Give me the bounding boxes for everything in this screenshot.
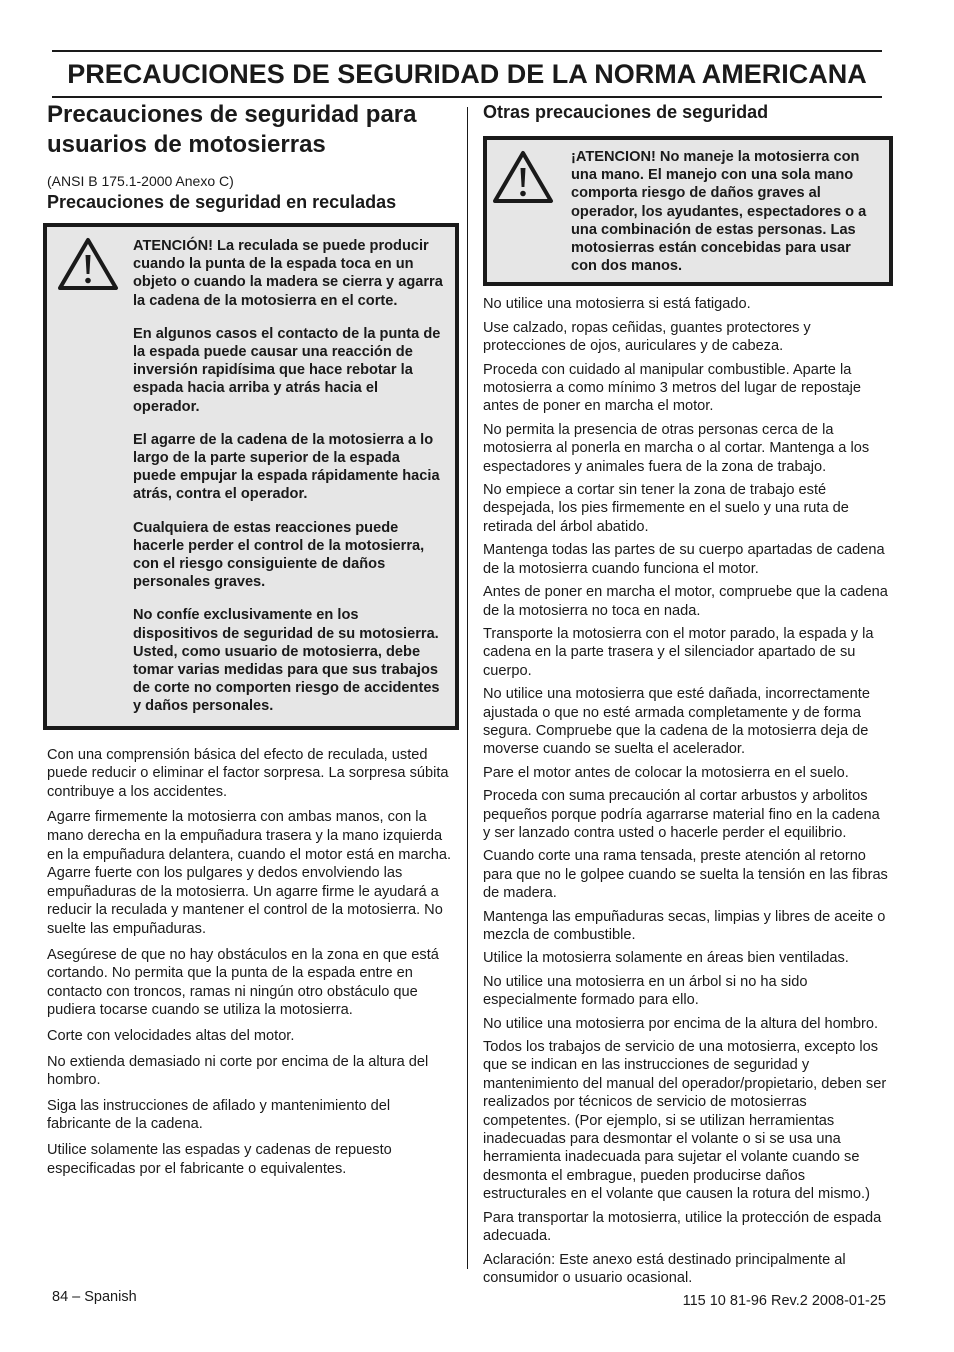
page-number: 84 – Spanish bbox=[52, 1289, 137, 1305]
body-paragraph: Siga las instrucciones de afilado y mantenimiento del fabricante de la cadena. bbox=[47, 1097, 391, 1133]
right-column bbox=[483, 100, 889, 1292]
body-paragraph: Asegúrese de que no hay obstáculos en la zona en que está cortando. No permita que la punta de la espada entre en contacto con troncos, ramas ni ningún otro obstáculo que pudiera tocarse cuando se utiliza la motosierra. bbox=[47, 946, 439, 1019]
right-body-text bbox=[483, 295, 889, 1287]
left-body-text bbox=[47, 746, 457, 1178]
warning-paragraph: ATENCIÓN! La reculada se puede producir cuando la punta de la espada toca en un objeto o cuando la madera se cierra y agarra la cadena de la motosierra en el corte. bbox=[133, 238, 443, 309]
body-paragraph: Aclaración: Este anexo está destinado principalmente al consumidor o usuario ocasional. bbox=[483, 1251, 846, 1286]
left-column bbox=[47, 100, 457, 1185]
body-paragraph: Proceda con suma precaución al cortar arbustos y arbolitos pequeños porque podría agarrarse material fino en la cadena y ser lanzado contra usted o hacerle perder el equilibrio. bbox=[483, 788, 880, 841]
body-paragraph: Mantenga todas las partes de su cuerpo apartadas de cadena de la motosierra cuando funciona el motor. bbox=[483, 542, 885, 577]
body-paragraph: Con una comprensión básica del efecto de reculada, usted puede reducir o eliminar el factor sorpresa. La sorpresa súbita contribuye a los accidentes. bbox=[47, 746, 449, 800]
one-hand-warning-box bbox=[483, 136, 893, 286]
body-paragraph: No utilice una motosierra que esté dañada, incorrectamente ajustada o que no esté armada completamente y de forma segura. Compruebe que la cadena de la motosierra deja de moverse cuando se suelta el acelerador. bbox=[483, 686, 870, 758]
body-paragraph: No empiece a cortar sin tener la zona de trabajo esté despejada, los pies firmemente en el suelo y una ruta de retirada del árbol abatido. bbox=[483, 482, 849, 535]
body-paragraph: Mantenga las empuñaduras secas, limpias y libres de aceite o mezcla de combustible. bbox=[483, 908, 886, 944]
warning-paragraph: No confíe exclusivamente en los dispositivos de seguridad de su motosierra. Usted, como usuario de motosierra, debe tomar varias medidas para que sus trabajos de corte no comporten riesgo de accidentes y daños personales. bbox=[133, 607, 440, 715]
other-precautions-heading: Otras precauciones de seguridad bbox=[483, 102, 769, 122]
body-paragraph: Cuando corte una rama tensada, preste atención al retorno para que no le golpee cuando se suelta la tensión en las fibras de madera. bbox=[483, 848, 888, 902]
section-title-line2: usuarios de motosierras bbox=[47, 131, 326, 158]
body-paragraph: Utilice solamente las espadas y cadenas de repuesto especificadas por el fabricante o equivalentes. bbox=[47, 1141, 392, 1177]
body-paragraph: Agarre firmemente la motosierra con ambas manos, con la mano derecha en la empuñadura trasera y la mano izquierda en la empuñadura delantera, cuando el motor está en marcha. Agarre fuerte con los pulgares y dedos envolviendo las empuñaduras de la motosierra. Un agarre firme le ayudará a reducir la reculada y mantener el control de la motosierra. No suelte las empuñaduras. bbox=[47, 809, 452, 938]
kickback-warning-box bbox=[43, 223, 459, 730]
body-paragraph: Proceda con cuidado al manipular combustible. Aparte la motosierra a como mínimo 3 metros del lugar de repostaje antes de poner en marcha el motor. bbox=[483, 361, 861, 415]
body-paragraph: Corte con velocidades altas del motor. bbox=[47, 1027, 295, 1044]
ansi-reference: (ANSI B 175.1-2000 Anexo C) bbox=[47, 173, 234, 189]
column-divider bbox=[467, 107, 468, 1269]
body-paragraph: Todos los trabajos de servicio de una motosierra, excepto los que se indican en las instrucciones de seguridad y mantenimiento del manual del operador/propietario, deben ser realizados por técnicos de servicio de motosierras competentes. (Por ejemplo, si se utilizan herramientas inadecuadas para desmontar el volante o si se usa una herramienta inadecuada para sujetar el volante cuando se desmonta el embrague, pueden producirse daños estructurales en el volante que causen la rotura del mismo.) bbox=[483, 1039, 887, 1203]
body-paragraph: No permita la presencia de otras personas cerca de la motosierra al ponerla en marcha o al cortar. Mantenga a los espectadores y animales fuera de la zona de trabajo. bbox=[483, 421, 870, 475]
body-paragraph: Antes de poner en marcha el motor, compruebe que la cadena de la motosierra no toca en nada. bbox=[483, 584, 888, 619]
body-paragraph: No utilice una motosierra por encima de la altura del hombro. bbox=[483, 1015, 879, 1032]
body-paragraph: No utilice una motosierra si está fatigado. bbox=[483, 296, 751, 313]
page-header bbox=[52, 50, 882, 98]
warning-paragraph: ¡ATENCION! No maneje la motosierra con una mano. El manejo con una sola mano comporta riesgo de daños graves al operador, los ayudantes, espectadores o a una combinación de estas personas. Las motosierras están concebidas para usar con dos manos. bbox=[571, 149, 867, 275]
body-paragraph: No extienda demasiado ni corte por encima de la altura del hombro. bbox=[47, 1053, 429, 1089]
section-title bbox=[47, 100, 457, 160]
body-paragraph: Para transportar la motosierra, utilice la protección de espada adecuada. bbox=[483, 1209, 882, 1245]
page-title: PRECAUCIONES DE SEGURIDAD DE LA NORMA AMERICANA bbox=[67, 58, 867, 89]
body-paragraph: Transporte la motosierra con el motor parado, la espada y la cadena en la parte trasera y el silenciador apartado de su cuerpo. bbox=[483, 625, 874, 679]
warning-paragraph: Cualquiera de estas reacciones puede hacerle perder el control de la motosierra, con el riesgo consiguiente de daños personales graves. bbox=[133, 519, 425, 591]
warning-paragraph: En algunos casos el contacto de la punta de la espada puede causar una reacción de inversión rapidísima que hace rebotar la espada hacia arriba y atrás hacia el operador. bbox=[133, 325, 441, 415]
document-number: 115 10 81-96 Rev.2 2008-01-25 bbox=[682, 1293, 886, 1309]
warning-triangle-icon bbox=[492, 150, 554, 204]
warning-paragraph: El agarre de la cadena de la motosierra a lo largo de la parte superior de la espada puede empujar la espada rápidamente hacia atrás, contra el operador. bbox=[133, 431, 440, 503]
body-paragraph: Pare el motor antes de colocar la motosierra en el suelo. bbox=[483, 764, 849, 781]
body-paragraph: Use calzado, ropas ceñidas, guantes protectores y protecciones de ojos, auriculares y de cabeza. bbox=[483, 319, 811, 355]
warning-triangle-icon bbox=[57, 237, 119, 291]
body-paragraph: Utilice la motosierra solamente en áreas bien ventiladas. bbox=[483, 950, 849, 967]
section-title-line1: Precauciones de seguridad para bbox=[47, 101, 417, 128]
body-paragraph: No utilice una motosierra en un árbol si no ha sido especialmente formado para ello. bbox=[483, 973, 808, 1009]
kickback-subheading: Precauciones de seguridad en reculadas bbox=[47, 192, 397, 212]
